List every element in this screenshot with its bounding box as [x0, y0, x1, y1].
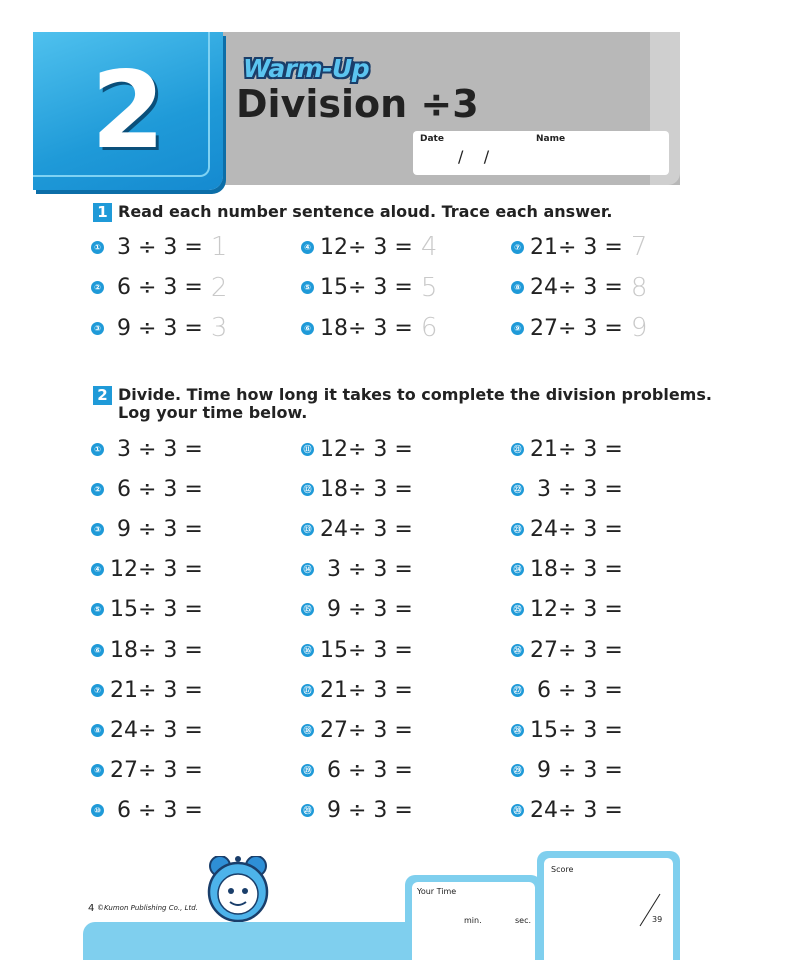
problem-item	[301, 676, 413, 704]
sec-label: sec.	[515, 916, 532, 925]
problem-number: ⑩	[91, 804, 104, 817]
problem-expression: 3 ÷ 3 =	[110, 234, 203, 260]
problem-item	[511, 233, 647, 261]
copyright: ©Kumon Publishing Co., Ltd.	[97, 904, 198, 912]
problem-number: ⑨	[511, 322, 524, 335]
problem-item	[91, 515, 203, 543]
problem-number: ⑳	[301, 804, 314, 817]
problem-number: ⑦	[511, 241, 524, 254]
problem-number: ⑥	[301, 322, 314, 335]
problem-item	[511, 636, 623, 664]
problem-number: ⑪	[301, 443, 314, 456]
problem-expression: 21÷ 3 =	[110, 677, 203, 703]
problem-expression: 9 ÷ 3 =	[110, 516, 203, 542]
problem-number: ⑤	[301, 281, 314, 294]
name-label: Name	[536, 134, 566, 144]
section-1-heading	[93, 203, 613, 222]
problem-number: ⑲	[301, 764, 314, 777]
problem-expression: 3 ÷ 3 =	[320, 557, 413, 583]
problem-item	[91, 233, 227, 261]
problem-expression: 24÷ 3 =	[110, 717, 203, 743]
trace-answer: 9	[630, 313, 648, 343]
problem-item	[91, 274, 227, 302]
problem-item	[511, 274, 647, 302]
problem-number: ②	[91, 281, 104, 294]
problem-number: ④	[301, 241, 314, 254]
trace-answer: 2	[210, 272, 228, 303]
problem-number: ⑱	[301, 724, 314, 737]
problem-number: ㉑	[511, 443, 524, 456]
problem-item	[91, 596, 203, 624]
problem-number: ㉔	[511, 563, 524, 576]
your-time-box[interactable]	[405, 875, 541, 960]
section-2-number: 2	[93, 386, 112, 405]
problem-item	[91, 797, 203, 825]
page-number: 4	[88, 903, 95, 914]
problem-item	[301, 274, 437, 302]
problem-number: ⑭	[301, 563, 314, 576]
problem-item	[301, 515, 413, 543]
problem-expression: 9 ÷ 3 =	[320, 597, 413, 623]
trace-answer: 7	[630, 232, 648, 262]
problem-expression: 12÷ 3 =	[110, 557, 203, 583]
problem-expression: 18÷ 3 =	[320, 315, 413, 341]
problem-item	[511, 676, 623, 704]
problem-expression: 15÷ 3 =	[110, 597, 203, 623]
problem-expression: 6 ÷ 3 =	[110, 275, 203, 300]
trace-answer: 3	[210, 313, 228, 343]
problem-item	[301, 233, 437, 261]
problem-expression: 6 ÷ 3 =	[110, 476, 203, 502]
section-2-instruction-line1: Divide. Time how long it takes to complete the division problems.	[118, 385, 712, 404]
problem-number: ㉙	[511, 764, 524, 777]
problem-expression: 27÷ 3 =	[530, 315, 623, 341]
trace-answer: 6	[420, 313, 438, 343]
problem-expression: 12÷ 3 =	[320, 436, 413, 462]
problem-item	[511, 314, 647, 342]
problem-expression: 24÷ 3 =	[530, 516, 623, 542]
problem-expression: 18÷ 3 =	[110, 637, 203, 663]
problem-item	[301, 314, 437, 342]
trace-answer: 4	[420, 232, 438, 262]
date-name-box[interactable]	[413, 131, 669, 175]
problem-expression: 24÷ 3 =	[320, 516, 413, 542]
section-2-instruction-line2: Log your time below.	[118, 403, 308, 422]
problem-expression: 18÷ 3 =	[530, 557, 623, 583]
problem-item	[91, 636, 203, 664]
problem-number: ⑧	[511, 281, 524, 294]
problem-number: ㉖	[511, 644, 524, 657]
problem-item	[301, 716, 413, 744]
problem-number: ④	[91, 563, 104, 576]
problem-expression: 27÷ 3 =	[320, 717, 413, 743]
score-label: Score	[551, 865, 574, 874]
problem-item	[511, 716, 623, 744]
problem-item	[301, 475, 413, 503]
problem-number: ⑥	[91, 644, 104, 657]
section-1-instruction: Read each number sentence aloud. Trace each answer.	[118, 202, 613, 221]
problem-expression: 6 ÷ 3 =	[530, 677, 623, 703]
problem-item	[91, 676, 203, 704]
problem-number: ⑬	[301, 523, 314, 536]
problem-item	[511, 556, 623, 584]
problem-number: ㉓	[511, 523, 524, 536]
problem-number: ⑧	[91, 724, 104, 737]
unit-number-box	[33, 32, 223, 190]
problem-item	[511, 475, 623, 503]
problem-expression: 9 ÷ 3 =	[530, 758, 623, 784]
problem-item	[511, 596, 623, 624]
problem-number: ⑰	[301, 684, 314, 697]
problem-expression: 12÷ 3 =	[320, 234, 413, 260]
problem-number: ③	[91, 322, 104, 335]
problem-expression: 15÷ 3 =	[320, 275, 413, 300]
problem-number: ⑨	[91, 764, 104, 777]
problem-item	[91, 475, 203, 503]
problem-item	[91, 716, 203, 744]
problem-expression: 15÷ 3 =	[530, 717, 623, 743]
min-label: min.	[464, 916, 482, 925]
problem-item	[301, 596, 413, 624]
date-label: Date	[420, 134, 444, 144]
problem-item	[91, 314, 227, 342]
problem-expression: 3 ÷ 3 =	[110, 436, 203, 462]
problem-number: ㉘	[511, 724, 524, 737]
problem-item	[91, 757, 203, 785]
problem-item	[301, 797, 413, 825]
your-time-label: Your Time	[417, 887, 457, 896]
unit-number: 2	[91, 49, 165, 172]
problem-item	[301, 636, 413, 664]
date-slashes: / /	[458, 147, 490, 166]
problem-item	[91, 435, 203, 463]
warm-up-badge: Warm-Up	[243, 54, 370, 83]
problem-expression: 21÷ 3 =	[530, 436, 623, 462]
problem-number: ㉗	[511, 684, 524, 697]
problem-number: ⑯	[301, 644, 314, 657]
section-2-heading	[93, 386, 712, 422]
problem-expression: 18÷ 3 =	[320, 476, 413, 502]
problem-number: ③	[91, 523, 104, 536]
problem-number: ㉕	[511, 603, 524, 616]
problem-expression: 27÷ 3 =	[530, 637, 623, 663]
problem-number: ⑦	[91, 684, 104, 697]
problem-number: ⑤	[91, 603, 104, 616]
trace-answer: 5	[420, 272, 438, 303]
alarm-clock-mascot-icon	[200, 856, 280, 924]
problem-expression: 24÷ 3 =	[530, 275, 623, 300]
problem-number: ㉒	[511, 483, 524, 496]
footer-band	[83, 922, 413, 960]
problem-item	[511, 797, 623, 825]
score-total: 39	[652, 915, 663, 924]
score-box[interactable]	[537, 851, 680, 960]
trace-answer: 1	[210, 232, 228, 262]
problem-expression: 24÷ 3 =	[530, 798, 623, 824]
problem-item	[511, 435, 623, 463]
problem-item	[301, 435, 413, 463]
problem-expression: 9 ÷ 3 =	[320, 798, 413, 824]
problem-item	[511, 515, 623, 543]
problem-expression: 12÷ 3 =	[530, 597, 623, 623]
problem-number: ⑮	[301, 603, 314, 616]
problem-number: ⑫	[301, 483, 314, 496]
problem-expression: 15÷ 3 =	[320, 637, 413, 663]
problem-number: ②	[91, 483, 104, 496]
problem-expression: 9 ÷ 3 =	[110, 315, 203, 341]
problem-expression: 6 ÷ 3 =	[320, 758, 413, 784]
problem-number: ①	[91, 241, 104, 254]
problem-expression: 3 ÷ 3 =	[530, 476, 623, 502]
page-title: Division ÷3	[236, 82, 479, 126]
problem-item	[301, 556, 413, 584]
problem-expression: 6 ÷ 3 =	[110, 798, 203, 824]
problem-item	[91, 556, 203, 584]
problem-expression: 21÷ 3 =	[320, 677, 413, 703]
problem-expression: 21÷ 3 =	[530, 234, 623, 260]
problem-item	[301, 757, 413, 785]
problem-number: ㉚	[511, 804, 524, 817]
problem-item	[511, 757, 623, 785]
problem-expression: 27÷ 3 =	[110, 758, 203, 784]
trace-answer: 8	[630, 272, 648, 303]
section-1-number: 1	[93, 203, 112, 222]
problem-number: ①	[91, 443, 104, 456]
